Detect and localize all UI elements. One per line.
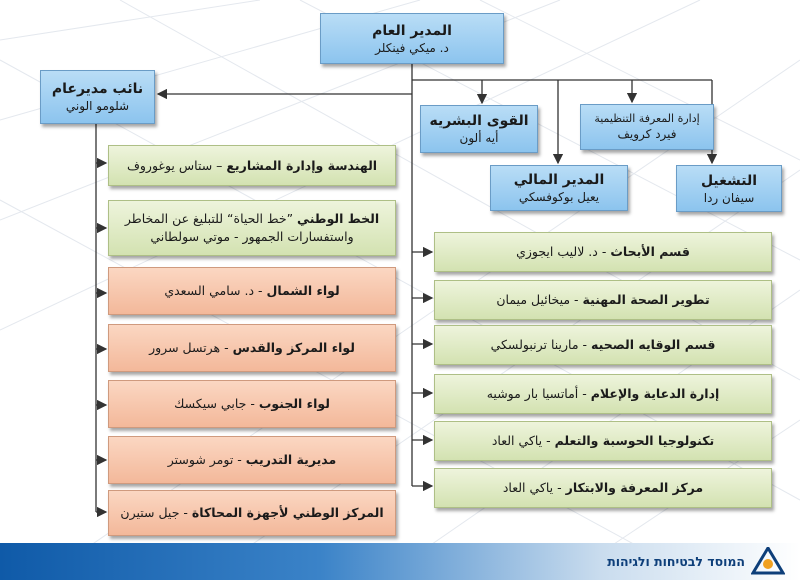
right-unit-research: قسم الأبحاث - د. لاليب ايجوزي	[434, 232, 772, 272]
hr-box	[420, 105, 538, 153]
right-unit-title: تطوير الصحة المهنية	[582, 292, 710, 307]
right-unit-name: ميخائيل ميمان	[496, 292, 571, 307]
right-unit-name: أماتسيا بار موشيه	[486, 386, 579, 401]
operations-name: سيفان ردا	[703, 190, 755, 205]
cfo-box	[490, 165, 628, 211]
right-unit-title: إدارة الدعاية والإعلام	[590, 386, 720, 401]
right-unit-title: مركز المعرفة والابتكار	[565, 480, 704, 495]
knowledge-management-name: فيرد كرويف	[617, 127, 677, 141]
operations-box	[676, 165, 782, 212]
right-unit-health-prevention: قسم الوقايه الصحيه - مارينا ترنبولسكي	[434, 325, 772, 365]
right-unit-computing: تكنولوجيا الحوسبة والتعلم - ياكي العاد	[434, 421, 772, 461]
general-manager-title: المدير العام	[372, 22, 452, 39]
deputy-manager-title: نائب مديرعام	[51, 81, 144, 97]
cfo-title: المدير المالي	[513, 172, 605, 188]
right-unit-title: قسم الأبحاث	[610, 244, 690, 259]
left-unit-name: ”خط الحياة“ للتبليغ عن المخاطر واستفسارات الجمهور - موتي سولطاني	[124, 211, 354, 244]
left-unit-title: لواء الشمال	[266, 283, 340, 298]
general-manager-box	[320, 13, 504, 64]
right-unit-occupational-health: تطوير الصحة المهنية - ميخائيل ميمان	[434, 280, 772, 320]
general-manager-name: د. ميكي فينكلر	[375, 40, 449, 55]
left-unit-title: الخط الوطني	[297, 211, 380, 226]
left-unit-name: هرتسل سرور	[149, 340, 221, 355]
operations-title: التشغيل	[700, 172, 758, 189]
left-unit-south: لواء الجنوب - جابي سيكسك	[108, 380, 396, 428]
cfo-name: يعيل بوكوفسكي	[518, 190, 600, 204]
left-unit-national-line	[108, 200, 396, 256]
left-unit-name: تومر شوستر	[167, 452, 234, 467]
right-unit-name: مارينا ترنبولسكي	[490, 337, 579, 352]
left-unit-title: مديرية التدريب	[245, 452, 337, 467]
left-unit-name: د. سامي السعدي	[164, 283, 255, 298]
right-unit-media: إدارة الدعاية والإعلام - أماتسيا بار موشيه	[434, 374, 772, 414]
left-unit-north: لواء الشمال - د. سامي السعدي	[108, 267, 396, 315]
institute-name: המוסד לבטיחות ולגיהות	[607, 553, 745, 569]
left-unit-title: الهندسة وإدارة المشاريع	[226, 157, 378, 173]
left-unit-name: ستاس يوغوروف	[126, 157, 213, 173]
left-unit-engineering: الهندسة وإدارة المشاريع – ستاس يوغوروف	[108, 145, 396, 186]
right-unit-name: ياكي العاد	[491, 433, 543, 448]
deputy-manager-box	[40, 70, 155, 124]
knowledge-management-title: إدارة المعرفة التنظيمية	[594, 112, 700, 125]
left-unit-title: لواء المركز والقدس	[232, 340, 355, 355]
left-unit-center-jerusalem: لواء المركز والقدس - هرتسل سرور	[108, 324, 396, 372]
deputy-manager-name: شلومو الوني	[65, 99, 130, 113]
right-unit-innovation: مركز المعرفة والابتكار - ياكي العاد	[434, 468, 772, 508]
left-unit-title: لواء الجنوب	[258, 396, 330, 411]
right-unit-title: تكنولوجيا الحوسبة والتعلم	[554, 433, 715, 448]
left-unit-name: جيل ستيرن	[120, 505, 180, 520]
knowledge-management-box	[580, 104, 714, 150]
left-unit-name: جابي سيكسك	[174, 396, 247, 411]
institute-logo-icon	[751, 547, 785, 575]
footer-logo	[545, 546, 785, 576]
right-unit-title: قسم الوقايه الصحيه	[591, 337, 716, 352]
left-unit-title: المركز الوطني لأجهزة المحاكاة	[191, 505, 384, 520]
right-unit-name: د. لاليب ايجوزي	[516, 244, 598, 259]
hr-title: القوى البشريه	[429, 113, 529, 129]
right-unit-name: ياكي العاد	[502, 480, 554, 495]
left-unit-simulators: المركز الوطني لأجهزة المحاكاة - جيل ستيرن	[108, 490, 396, 536]
left-unit-training: مديرية التدريب - تومر شوستر	[108, 436, 396, 484]
hr-name: أيه ألون	[459, 131, 499, 145]
